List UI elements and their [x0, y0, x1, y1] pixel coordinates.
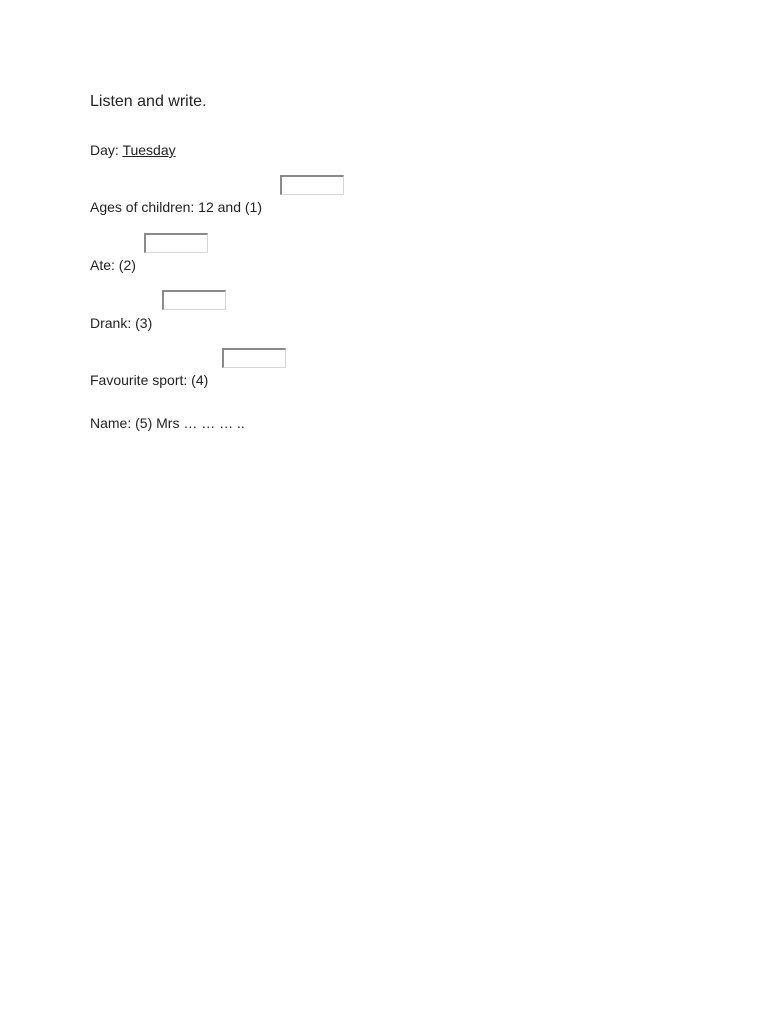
day-line [90, 142, 176, 158]
answer-input-3[interactable] [162, 290, 226, 310]
question-label-4: Favourite sport: (4) [90, 372, 209, 388]
answer-input-4[interactable] [222, 348, 286, 368]
answer-input-2[interactable] [144, 233, 208, 253]
name-line: Name: (5) Mrs … … … .. [90, 415, 245, 431]
day-label: Day: [90, 142, 123, 158]
worksheet [90, 0, 730, 1024]
day-value: Tuesday [122, 142, 176, 158]
worksheet-title: Listen and write. [90, 93, 207, 110]
question-label-1: Ages of children: 12 and (1) [90, 199, 262, 215]
question-label-2: Ate: (2) [90, 257, 136, 273]
question-label-3: Drank: (3) [90, 315, 153, 331]
answer-input-1[interactable] [280, 175, 344, 195]
